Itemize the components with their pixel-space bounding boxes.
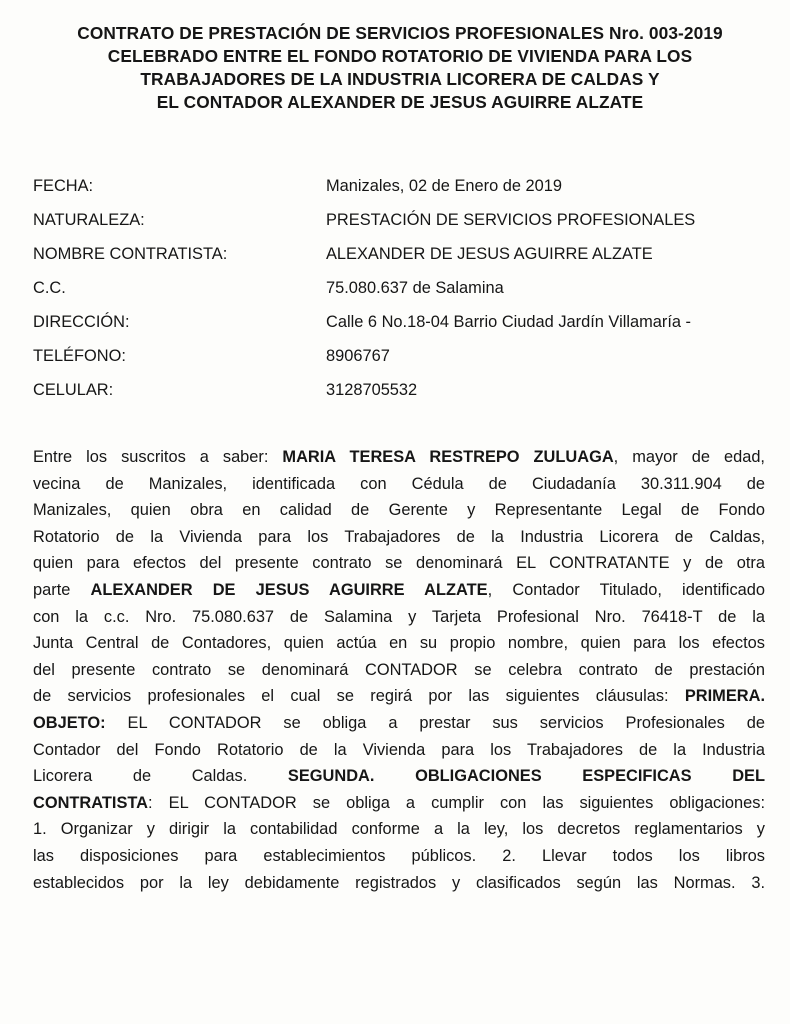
body-text-segment: establecidos por la ley debidamente registrados y clasificados según las Normas. 3.	[33, 873, 765, 892]
field-label: FECHA:	[33, 177, 94, 195]
body-line	[33, 497, 765, 524]
contract-title	[40, 22, 760, 114]
body-line	[33, 763, 765, 790]
body-text-segment: del presente contrato se denominará CONTADOR se celebra contrato de prestación	[33, 660, 765, 679]
bold-text: PRIMERA.	[684, 687, 765, 706]
body-text-segment: las disposiciones para establecimientos públicos. 2. Llevar todos los libros	[33, 846, 765, 865]
body-line	[33, 471, 765, 498]
body-line	[33, 843, 765, 870]
field-value: PRESTACIÓN DE SERVICIOS PROFESIONALES	[326, 211, 696, 229]
field-row-naturaleza	[33, 203, 773, 237]
body-line	[33, 816, 765, 843]
body-line	[33, 550, 765, 577]
body-text-segment: , Contador Titulado, identificado	[487, 580, 765, 599]
bold-text: CONTRATISTA	[33, 793, 149, 812]
body-text-segment: : EL CONTADOR se obliga a cumplir con las siguientes obligaciones:	[148, 793, 765, 812]
body-line	[33, 604, 765, 631]
body-text-segment: parte	[33, 580, 91, 599]
body-line	[33, 683, 765, 710]
field-label: NOMBRE CONTRATISTA:	[33, 245, 228, 263]
field-value: ALEXANDER DE JESUS AGUIRRE ALZATE	[326, 245, 653, 263]
contract-fields	[33, 169, 773, 407]
bold-text: OBJETO:	[33, 713, 106, 732]
title-line: CELEBRADO ENTRE EL FONDO ROTATORIO DE VIVIENDA PARA LOS	[107, 46, 693, 66]
body-line	[33, 577, 765, 604]
body-text-segment: Manizales, quien obra en calidad de Gerente y Representante Legal de Fondo	[33, 501, 765, 520]
body-text-segment: 1. Organizar y dirigir la contabilidad conforme a la ley, los decretos reglamentarios y	[33, 820, 765, 839]
bold-text: SEGUNDA. OBLIGACIONES ESPECIFICAS DEL	[287, 767, 765, 786]
body-text-segment: Junta Central de Contadores, quien actúa en su propio nombre, quien para los efectos	[33, 634, 765, 653]
body-text-segment: de servicios profesionales el cual se regirá por las siguientes cláusulas:	[33, 687, 685, 706]
body-text-segment: EL CONTADOR se obliga a prestar sus servicios Profesionales de	[105, 713, 765, 732]
field-row-cc	[33, 271, 773, 305]
title-line: EL CONTADOR ALEXANDER DE JESUS AGUIRRE ALZATE	[156, 92, 644, 112]
body-text-segment: vecina de Manizales, identificada con Cédula de Ciudadanía 30.311.904 de	[33, 474, 765, 493]
body-line	[33, 737, 765, 764]
field-label: TELÉFONO:	[33, 347, 126, 365]
body-line	[33, 710, 765, 737]
field-row-direccion	[33, 305, 773, 339]
field-value: Manizales, 02 de Enero de 2019	[326, 177, 563, 195]
field-value: 8906767	[326, 347, 390, 365]
body-text-segment: quien para efectos del presente contrato se denominará EL CONTRATANTE y de otra	[33, 554, 765, 573]
field-row-celular	[33, 373, 773, 407]
body-text-segment: Licorera de Caldas.	[33, 767, 288, 786]
body-line	[33, 790, 765, 817]
field-label: C.C.	[33, 279, 66, 297]
field-value: 3128705532	[326, 381, 418, 399]
field-label: NATURALEZA:	[33, 211, 145, 229]
body-line	[33, 524, 765, 551]
bold-text: ALEXANDER DE JESUS AGUIRRE ALZATE	[90, 580, 488, 599]
field-value: Calle 6 No.18-04 Barrio Ciudad Jardín Villamaría -	[326, 313, 692, 331]
contract-body	[33, 444, 765, 896]
body-text-segment: Rotatorio de la Vivienda para los Trabajadores de la Industria Licorera de Caldas,	[33, 527, 765, 546]
field-value: 75.080.637 de Salamina	[326, 279, 504, 297]
body-line	[33, 444, 765, 471]
field-row-telefono	[33, 339, 773, 373]
field-label: DIRECCIÓN:	[33, 313, 130, 331]
bold-text: MARIA TERESA RESTREPO ZULUAGA	[282, 448, 614, 466]
field-label: CELULAR:	[33, 381, 114, 399]
body-line	[33, 657, 765, 684]
body-line	[33, 870, 765, 897]
field-row-fecha	[33, 169, 773, 203]
body-text-segment: , mayor de edad,	[613, 448, 765, 466]
title-line: CONTRATO DE PRESTACIÓN DE SERVICIOS PROFESIONALES Nro. 003-2019	[77, 23, 723, 43]
body-line	[33, 630, 765, 657]
body-text-segment: Contador del Fondo Rotatorio de la Vivienda para los Trabajadores de la Industria	[33, 740, 765, 759]
title-line: TRABAJADORES DE LA INDUSTRIA LICORERA DE CALDAS Y	[140, 69, 660, 89]
body-text-segment: Entre los suscritos a saber:	[33, 448, 283, 466]
body-text-segment: con la c.c. Nro. 75.080.637 de Salamina y Tarjeta Profesional Nro. 76418-T de la	[33, 607, 765, 626]
field-row-nombre-contratista	[33, 237, 773, 271]
